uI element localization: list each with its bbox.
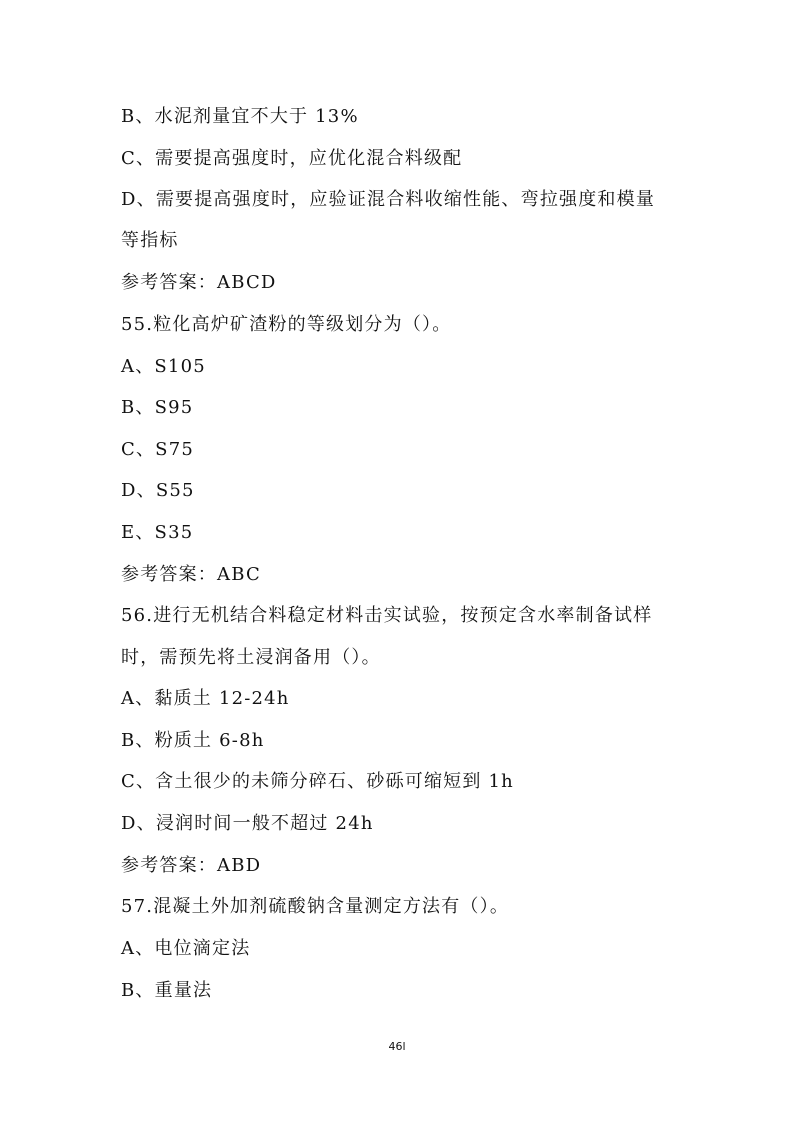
option-d-verify-performance: D、需要提高强度时，应验证混合料收缩性能、弯拉强度和模量 xyxy=(121,189,656,210)
question-57-option-a: A、电位滴定法 xyxy=(121,938,251,959)
option-b-cement-dosage: B、水泥剂量宜不大于 13% xyxy=(121,106,359,127)
question-55: 55.粒化高炉矿渣粉的等级划分为（）。 xyxy=(121,314,452,335)
answer-56: 参考答案：ABD xyxy=(121,855,262,876)
option-c-gradation: C、需要提高强度时，应优化混合料级配 xyxy=(121,148,463,169)
option-d-continuation: 等指标 xyxy=(121,230,179,251)
question-56: 56.进行无机结合料稳定材料击实试验，按预定含水率制备试样 xyxy=(121,605,653,626)
question-55-option-e: E、S35 xyxy=(121,522,194,543)
question-55-option-d: D、S55 xyxy=(121,480,195,501)
answer-54: 参考答案：ABCD xyxy=(121,272,277,293)
question-55-option-b: B、S95 xyxy=(121,397,194,418)
answer-55: 参考答案：ABC xyxy=(121,564,261,585)
question-55-option-a: A、S105 xyxy=(121,356,206,377)
page-number: 46l xyxy=(388,1040,406,1053)
question-57: 57.混凝土外加剂硫酸钠含量测定方法有（）。 xyxy=(121,896,510,917)
question-57-option-b: B、重量法 xyxy=(121,980,213,1001)
question-56-option-a: A、黏质土 12-24h xyxy=(121,688,290,709)
question-56-continuation: 时，需预先将土浸润备用（）。 xyxy=(121,647,381,668)
question-56-option-c: C、含土很少的未筛分碎石、砂砾可缩短到 1h xyxy=(121,771,514,792)
question-56-option-d: D、浸润时间一般不超过 24h xyxy=(121,813,374,834)
question-55-option-c: C、S75 xyxy=(121,439,195,460)
question-56-option-b: B、粉质土 6-8h xyxy=(121,730,265,751)
